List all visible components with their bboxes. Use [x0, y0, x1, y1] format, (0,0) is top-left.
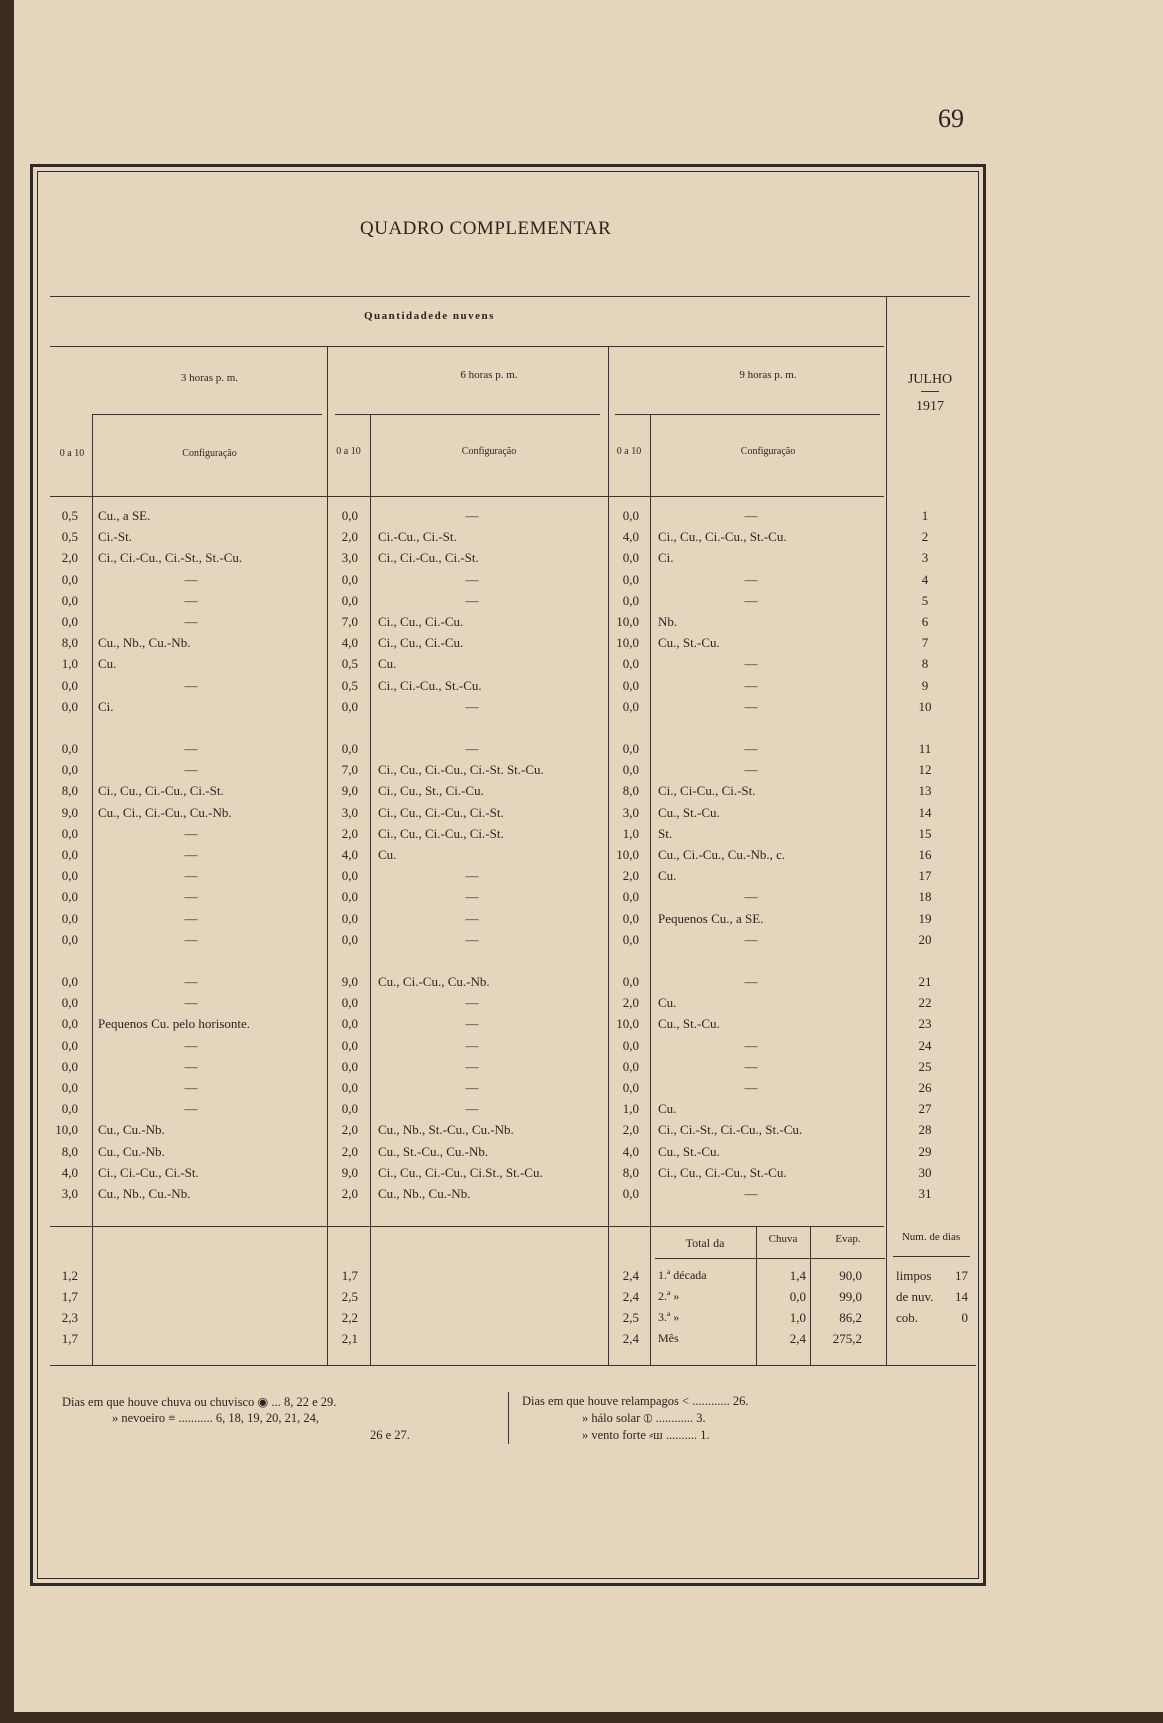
cloud-6pm-value: 0,5	[341, 677, 358, 693]
cloud-3pm-value: 0,0	[61, 889, 78, 905]
cloud-9pm-config: Pequenos Cu., a SE.	[658, 910, 764, 926]
cloud-9pm-config: —	[744, 1080, 758, 1095]
num-dias-label: limpos	[896, 1268, 932, 1283]
cloud-6pm-value: 0,0	[341, 995, 358, 1011]
day-number: 10	[918, 698, 932, 714]
num-dias-label: cob.	[896, 1310, 919, 1325]
quantidade-header: Quantidadede nuvens	[364, 310, 495, 322]
cloud-3pm-config: Cu.	[98, 656, 117, 672]
rule	[615, 414, 880, 415]
num-dias-value: 17	[955, 1268, 968, 1283]
day-number: 27	[918, 1101, 932, 1117]
cloud-9pm-value: 0,0	[622, 1058, 639, 1074]
cloud-9pm-value: 0,0	[622, 1080, 639, 1095]
cloud-6pm-config: —	[465, 868, 479, 884]
cloud-3pm-config: Ci., Ci.-Cu., Ci.-St., St.-Cu.	[98, 550, 243, 566]
cloud-9pm-value: 0,0	[622, 698, 639, 714]
day-number: 19	[918, 910, 932, 926]
cloud-9pm-config: Ci.	[658, 550, 674, 566]
cloud-3pm-value: 0,0	[61, 847, 78, 862]
totals-evap: Evap.	[835, 1233, 861, 1245]
cloud-9pm-config: —	[744, 592, 758, 608]
cloud-9pm-config: Ci., Ci.-St., Ci.-Cu., St.-Cu.	[658, 1122, 803, 1138]
totals-num-dias: Num. de dias	[901, 1231, 961, 1243]
day-number: 24	[918, 1037, 932, 1053]
scale-9pm: 0 a 10	[616, 446, 642, 457]
cloud-6pm-value: 0,0	[341, 889, 358, 905]
cloud-6pm-value: 4,0	[341, 847, 358, 862]
cloud-3pm-config: —	[184, 974, 198, 989]
rule	[370, 414, 371, 1365]
cloud-3pm-config: —	[184, 995, 198, 1011]
cloud-9pm-value: 0,0	[622, 931, 639, 947]
rule	[50, 296, 970, 297]
cloud-9pm-config: Cu., St.-Cu.	[658, 1016, 720, 1032]
cloud-9pm-config: —	[744, 741, 758, 756]
cloud-3pm-value: 0,0	[61, 868, 78, 884]
cloud-3pm-config: —	[184, 1058, 198, 1074]
rule	[921, 391, 939, 392]
cloud-3pm-value: 0,0	[61, 762, 78, 778]
day-number: 25	[918, 1058, 932, 1074]
cloud-3pm-config: Cu., Ci., Ci.-Cu., Cu.-Nb.	[98, 804, 232, 820]
cloud-6pm-config: Ci., Ci.-Cu., St.-Cu.	[378, 677, 482, 693]
cloud-3pm-value: 0,0	[61, 1016, 78, 1032]
cloud-3pm-config: Cu., Cu.-Nb.	[98, 1143, 165, 1159]
total-period-label: 1.ª década	[658, 1268, 707, 1282]
cloud-9pm-config: —	[744, 677, 758, 693]
cloud-6pm-value: 9,0	[341, 783, 358, 799]
day-number: 11	[918, 741, 932, 756]
cloud-3pm-config: —	[184, 1080, 198, 1095]
day-number: 8	[921, 656, 929, 672]
cloud-6pm-config: Ci., Cu., Ci.-Cu.	[378, 635, 464, 651]
day-number: 4	[921, 571, 929, 587]
cloud-9pm-config: Ci., Ci-Cu., Ci.-St.	[658, 783, 756, 799]
cloud-3pm-config: —	[184, 571, 198, 587]
cloud-9pm-value: 0,0	[622, 974, 639, 989]
day-number: 30	[918, 1164, 932, 1180]
cloud-3pm-config: —	[184, 931, 198, 947]
cloud-3pm-value: 0,5	[61, 529, 78, 545]
config-9pm: Configuração	[740, 446, 796, 457]
cloud-6pm-value: 9,0	[341, 1164, 358, 1180]
cloud-3pm-value: 8,0	[61, 783, 78, 799]
cloud-6pm-value: 4,0	[341, 635, 358, 651]
cloud-6pm-value: 2,0	[341, 1122, 358, 1138]
day-number: 26	[918, 1080, 932, 1095]
day-number: 6	[921, 614, 929, 629]
cloud-3pm-value: 0,0	[61, 1058, 78, 1074]
cloud-6pm-config: Ci.-Cu., Ci.-St.	[378, 529, 457, 545]
cloud-6pm-config: —	[465, 698, 479, 714]
cloud-6pm-value: 0,0	[341, 1037, 358, 1053]
total-period-label: Mês	[658, 1331, 679, 1345]
cloud-3pm-value: 0,0	[61, 1080, 78, 1095]
total-3pm-value: 1,7	[61, 1331, 78, 1346]
cloud-9pm-config: —	[744, 1058, 758, 1074]
day-number: 15	[918, 825, 932, 841]
cloud-9pm-config: Nb.	[658, 614, 678, 629]
total-period-label: 2.ª »	[658, 1289, 680, 1303]
cloud-6pm-value: 7,0	[341, 614, 358, 629]
cloud-9pm-value: 10,0	[616, 614, 639, 629]
cloud-3pm-value: 0,5	[61, 508, 78, 523]
scale-6pm: 0 a 10	[336, 446, 361, 457]
cloud-3pm-config: —	[184, 592, 198, 608]
cloud-3pm-value: 0,0	[61, 974, 78, 989]
cloud-3pm-config: Ci.-St.	[98, 529, 132, 545]
cloud-3pm-config: —	[184, 677, 198, 693]
cloud-6pm-config: Cu., Nb., St.-Cu., Cu.-Nb.	[378, 1122, 514, 1138]
day-number: 17	[918, 868, 932, 884]
cloud-3pm-value: 0,0	[61, 1037, 78, 1053]
cloud-9pm-value: 0,0	[622, 508, 639, 523]
cloud-9pm-value: 0,0	[622, 910, 639, 926]
cloud-9pm-config: St.	[658, 825, 673, 841]
footer-relampagos: Dias em que houve relampagos < ............ 26.	[522, 1394, 749, 1408]
cloud-3pm-config: Cu., Nb., Cu.-Nb.	[98, 635, 191, 651]
rule	[92, 414, 322, 415]
cloud-9pm-value: 0,0	[622, 592, 639, 608]
cloud-9pm-config: Cu., St.-Cu.	[658, 635, 720, 651]
cloud-9pm-config: —	[744, 698, 758, 714]
day-number: 16	[918, 847, 932, 862]
cloud-9pm-config: Ci., Cu., Ci.-Cu., St.-Cu.	[658, 529, 787, 545]
cloud-9pm-config: —	[744, 1186, 758, 1201]
cloud-9pm-value: 8,0	[622, 1164, 639, 1180]
cloud-3pm-config: Ci., Cu., Ci.-Cu., Ci.-St.	[98, 783, 224, 799]
cloud-6pm-config: Ci., Cu., Ci.-Cu., Ci.St., St.-Cu.	[378, 1164, 543, 1180]
rule	[50, 1226, 884, 1227]
cloud-6pm-config: Ci., Cu., Ci.-Cu., Ci.-St.	[378, 804, 504, 820]
day-number: 9	[921, 677, 929, 693]
rule	[50, 346, 884, 347]
cloud-6pm-value: 0,0	[341, 931, 358, 947]
total-3pm-value: 1,7	[61, 1289, 78, 1304]
cloud-9pm-value: 0,0	[622, 762, 639, 778]
cloud-9pm-config: Cu.	[658, 995, 677, 1011]
cloud-3pm-config: —	[184, 825, 198, 841]
cloud-9pm-config: —	[744, 571, 758, 587]
cloud-3pm-value: 0,0	[61, 571, 78, 587]
day-number: 13	[918, 783, 932, 799]
total-9pm-value: 2,4	[622, 1289, 639, 1304]
cloud-9pm-value: 0,0	[622, 550, 639, 566]
total-evap-value: 275,2	[832, 1331, 862, 1346]
cloud-9pm-value: 10,0	[616, 635, 639, 651]
cloud-6pm-config: Ci., Cu., St., Ci.-Cu.	[378, 783, 484, 799]
cloud-6pm-value: 3,0	[341, 550, 358, 566]
rule	[335, 414, 600, 415]
cloud-6pm-config: —	[465, 995, 479, 1011]
total-chuva-value: 1,4	[789, 1268, 806, 1283]
cloud-3pm-config: —	[184, 889, 198, 905]
cloud-9pm-value: 2,0	[622, 868, 639, 884]
day-number: 22	[918, 995, 932, 1011]
day-number: 3	[921, 550, 929, 566]
cloud-3pm-value: 8,0	[61, 635, 78, 651]
cloud-6pm-config: —	[465, 592, 479, 608]
cloud-9pm-value: 10,0	[616, 847, 639, 862]
cloud-6pm-value: 0,0	[341, 1016, 358, 1032]
cloud-3pm-value: 0,0	[61, 910, 78, 926]
rule	[50, 496, 884, 497]
header-6pm: 6 horas p. m.	[460, 369, 518, 381]
cloud-6pm-config: Cu.	[378, 656, 397, 672]
scale-3pm: 0 a 10	[59, 448, 85, 459]
cloud-6pm-config: Cu., Nb., Cu.-Nb.	[378, 1186, 471, 1201]
cloud-3pm-config: —	[184, 741, 198, 756]
cloud-3pm-config: Ci., Ci.-Cu., Ci.-St.	[98, 1164, 199, 1180]
rule	[50, 1365, 976, 1366]
cloud-3pm-value: 3,0	[61, 1186, 78, 1201]
cloud-6pm-value: 0,0	[341, 868, 358, 884]
day-number: 1	[921, 508, 929, 523]
cloud-3pm-value: 0,0	[61, 592, 78, 608]
cloud-6pm-value: 0,0	[341, 592, 358, 608]
cloud-9pm-config: Cu., Ci.-Cu., Cu.-Nb., c.	[658, 847, 786, 862]
day-number: 5	[921, 592, 929, 608]
cloud-6pm-value: 9,0	[341, 974, 358, 989]
cloud-3pm-value: 0,0	[61, 698, 78, 714]
cloud-9pm-value: 0,0	[622, 677, 639, 693]
cloud-3pm-value: 0,0	[61, 614, 78, 629]
cloud-9pm-value: 2,0	[622, 1122, 639, 1138]
cloud-9pm-value: 0,0	[622, 889, 639, 905]
day-number: 7	[921, 635, 929, 651]
day-number: 18	[918, 889, 932, 905]
cloud-6pm-config: —	[465, 1058, 479, 1074]
cloud-9pm-config: Cu., St.-Cu.	[658, 1143, 720, 1159]
config-3pm: Configuração	[182, 448, 237, 459]
total-3pm-value: 2,3	[61, 1310, 78, 1325]
cloud-3pm-config: Cu., Cu.-Nb.	[98, 1122, 165, 1138]
cloud-6pm-value: 0,0	[341, 698, 358, 714]
day-number: 14	[918, 804, 932, 820]
cloud-9pm-value: 1,0	[622, 825, 639, 841]
footer-vento-forte: » vento forte ⸗ш .......... 1.	[582, 1428, 710, 1442]
cloud-6pm-config: Cu., St.-Cu., Cu.-Nb.	[378, 1143, 489, 1159]
cloud-9pm-value: 2,0	[622, 995, 639, 1011]
cloud-9pm-config: Cu.	[658, 1101, 677, 1117]
cloud-9pm-value: 8,0	[622, 783, 639, 799]
cloud-9pm-config: Cu., St.-Cu.	[658, 804, 720, 820]
rule	[508, 1392, 509, 1444]
cloud-9pm-value: 0,0	[622, 571, 639, 587]
cloud-6pm-value: 0,0	[341, 1101, 358, 1117]
cloud-6pm-value: 0,0	[341, 1080, 358, 1095]
cloud-9pm-value: 4,0	[622, 1143, 639, 1159]
month-label: JULHO	[907, 372, 953, 387]
total-3pm-value: 1,2	[61, 1268, 78, 1283]
cloud-6pm-value: 0,0	[341, 741, 358, 756]
cloud-3pm-value: 9,0	[61, 804, 78, 820]
cloud-6pm-config: Cu.	[378, 847, 397, 862]
cloud-6pm-config: Ci., Cu., Ci.-Cu.	[378, 614, 464, 629]
cloud-6pm-value: 0,0	[341, 508, 358, 523]
cloud-9pm-config: Cu.	[658, 868, 677, 884]
rule	[92, 414, 93, 1365]
cloud-3pm-config: —	[184, 614, 198, 629]
day-number: 28	[918, 1122, 932, 1138]
footer-nevoeiro-cont: 26 e 27.	[370, 1428, 410, 1442]
footer-halo-solar: » hálo solar ⦶ ............ 3.	[582, 1411, 706, 1425]
rule	[650, 414, 651, 1365]
cloud-3pm-config: —	[184, 847, 198, 862]
cloud-6pm-config: —	[465, 1016, 479, 1032]
cloud-3pm-value: 2,0	[61, 550, 78, 566]
total-9pm-value: 2,4	[622, 1331, 639, 1346]
num-dias-value: 14	[955, 1289, 968, 1304]
num-dias-label: de nuv.	[896, 1289, 934, 1304]
rule	[893, 1256, 970, 1257]
total-evap-value: 90,0	[839, 1268, 862, 1283]
cloud-3pm-value: 1,0	[61, 656, 78, 672]
cloud-6pm-config: Ci., Cu., Ci.-Cu., Ci.-St. St.-Cu.	[378, 762, 544, 778]
day-number: 20	[918, 931, 932, 947]
cloud-3pm-config: —	[184, 868, 198, 884]
cloud-6pm-config: —	[465, 889, 479, 905]
header-3pm: 3 horas p. m.	[180, 372, 239, 384]
year-label: 1917	[916, 399, 944, 414]
cloud-3pm-value: 0,0	[61, 741, 78, 756]
cloud-3pm-config: Cu., Nb., Cu.-Nb.	[98, 1186, 191, 1201]
cloud-3pm-config: —	[184, 1037, 198, 1053]
day-number: 12	[918, 762, 932, 778]
cloud-3pm-value: 10,0	[55, 1122, 78, 1138]
total-6pm-value: 1,7	[341, 1268, 358, 1283]
cloud-9pm-config: —	[744, 974, 758, 989]
cloud-3pm-value: 8,0	[61, 1143, 78, 1159]
cloud-3pm-value: 0,0	[61, 677, 78, 693]
cloud-3pm-value: 0,0	[61, 995, 78, 1011]
total-9pm-value: 2,4	[622, 1268, 639, 1283]
cloud-6pm-config: Ci., Cu., Ci.-Cu., Ci.-St.	[378, 825, 504, 841]
cloud-9pm-value: 1,0	[622, 1101, 639, 1117]
cloud-3pm-config: Cu., a SE.	[98, 508, 151, 523]
footer-nevoeiro: » nevoeiro ≡ ........... 6, 18, 19, 20, 21, 24,	[112, 1411, 320, 1425]
cloud-3pm-value: 0,0	[61, 931, 78, 947]
cloud-6pm-value: 2,0	[341, 825, 358, 841]
cloud-6pm-config: —	[465, 1080, 479, 1095]
day-number: 29	[918, 1143, 932, 1159]
cloud-9pm-value: 10,0	[616, 1016, 639, 1032]
cloud-6pm-config: —	[465, 910, 479, 926]
page-number: 69	[938, 104, 964, 133]
footer-chuva: Dias em que houve chuva ou chuvisco ◉ ... 8, 22 e 29.	[62, 1395, 337, 1409]
cloud-6pm-value: 0,0	[341, 571, 358, 587]
cloud-3pm-config: Pequenos Cu. pelo horisonte.	[98, 1016, 251, 1032]
cloud-6pm-value: 7,0	[341, 762, 358, 778]
cloud-6pm-config: Cu., Ci.-Cu., Cu.-Nb.	[378, 974, 490, 989]
cloud-9pm-value: 0,0	[622, 1186, 639, 1201]
cloud-6pm-value: 0,0	[341, 1058, 358, 1074]
cloud-6pm-config: —	[465, 1101, 479, 1117]
total-6pm-value: 2,5	[341, 1289, 358, 1304]
cloud-6pm-value: 3,0	[341, 804, 358, 820]
header-9pm: 9 horas p. m.	[739, 369, 797, 381]
table-title: QUADRO COMPLEMENTAR	[360, 218, 612, 239]
rule	[655, 1258, 885, 1259]
cloud-9pm-value: 0,0	[622, 1037, 639, 1053]
total-chuva-value: 0,0	[789, 1289, 806, 1304]
cloud-6pm-config: —	[465, 508, 479, 523]
day-number: 31	[918, 1186, 932, 1201]
cloud-6pm-value: 2,0	[341, 529, 358, 545]
config-6pm: Configuração	[461, 446, 517, 457]
cloud-9pm-config: —	[744, 508, 758, 523]
total-chuva-value: 1,0	[789, 1310, 806, 1325]
cloud-9pm-value: 0,0	[622, 656, 639, 672]
cloud-6pm-value: 0,5	[341, 656, 358, 672]
cloud-3pm-config: —	[184, 910, 198, 926]
rule	[886, 296, 887, 1365]
cloud-9pm-config: Ci., Cu., Ci.-Cu., St.-Cu.	[658, 1164, 787, 1180]
total-6pm-value: 2,2	[341, 1310, 358, 1325]
total-evap-value: 99,0	[839, 1289, 862, 1304]
num-dias-value: 0	[961, 1310, 968, 1325]
cloud-6pm-config: Ci., Ci.-Cu., Ci.-St.	[378, 550, 479, 566]
cloud-3pm-config: —	[184, 1101, 198, 1117]
cloud-9pm-config: —	[744, 656, 758, 672]
cloud-9pm-config: —	[744, 931, 758, 947]
cloud-3pm-value: 0,0	[61, 825, 78, 841]
cloud-9pm-config: —	[744, 762, 758, 778]
cloud-3pm-value: 4,0	[61, 1164, 78, 1180]
cloud-3pm-config: —	[184, 762, 198, 778]
cloud-6pm-value: 2,0	[341, 1143, 358, 1159]
cloud-6pm-value: 0,0	[341, 910, 358, 926]
totals-total-da: Total da	[685, 1236, 725, 1250]
cloud-9pm-value: 3,0	[622, 804, 639, 820]
cloud-6pm-config: —	[465, 571, 479, 587]
cloud-6pm-config: —	[465, 1037, 479, 1053]
cloud-6pm-config: —	[465, 931, 479, 947]
day-number: 21	[918, 974, 932, 989]
cloud-6pm-config: —	[465, 741, 479, 756]
cloud-9pm-value: 0,0	[622, 741, 639, 756]
cloud-3pm-config: Ci.	[98, 698, 114, 714]
total-evap-value: 86,2	[839, 1310, 862, 1325]
cloud-9pm-config: —	[744, 889, 758, 905]
cloud-9pm-value: 4,0	[622, 529, 639, 545]
cloud-3pm-value: 0,0	[61, 1101, 78, 1117]
total-6pm-value: 2,1	[341, 1331, 358, 1346]
day-number: 23	[918, 1016, 932, 1032]
total-period-label: 3.ª »	[658, 1310, 680, 1324]
cloud-9pm-config: —	[744, 1037, 758, 1053]
cloud-6pm-value: 2,0	[341, 1186, 358, 1201]
total-9pm-value: 2,5	[622, 1310, 639, 1325]
total-chuva-value: 2,4	[789, 1331, 806, 1346]
totals-chuva: Chuva	[768, 1233, 798, 1245]
day-number: 2	[921, 529, 929, 545]
